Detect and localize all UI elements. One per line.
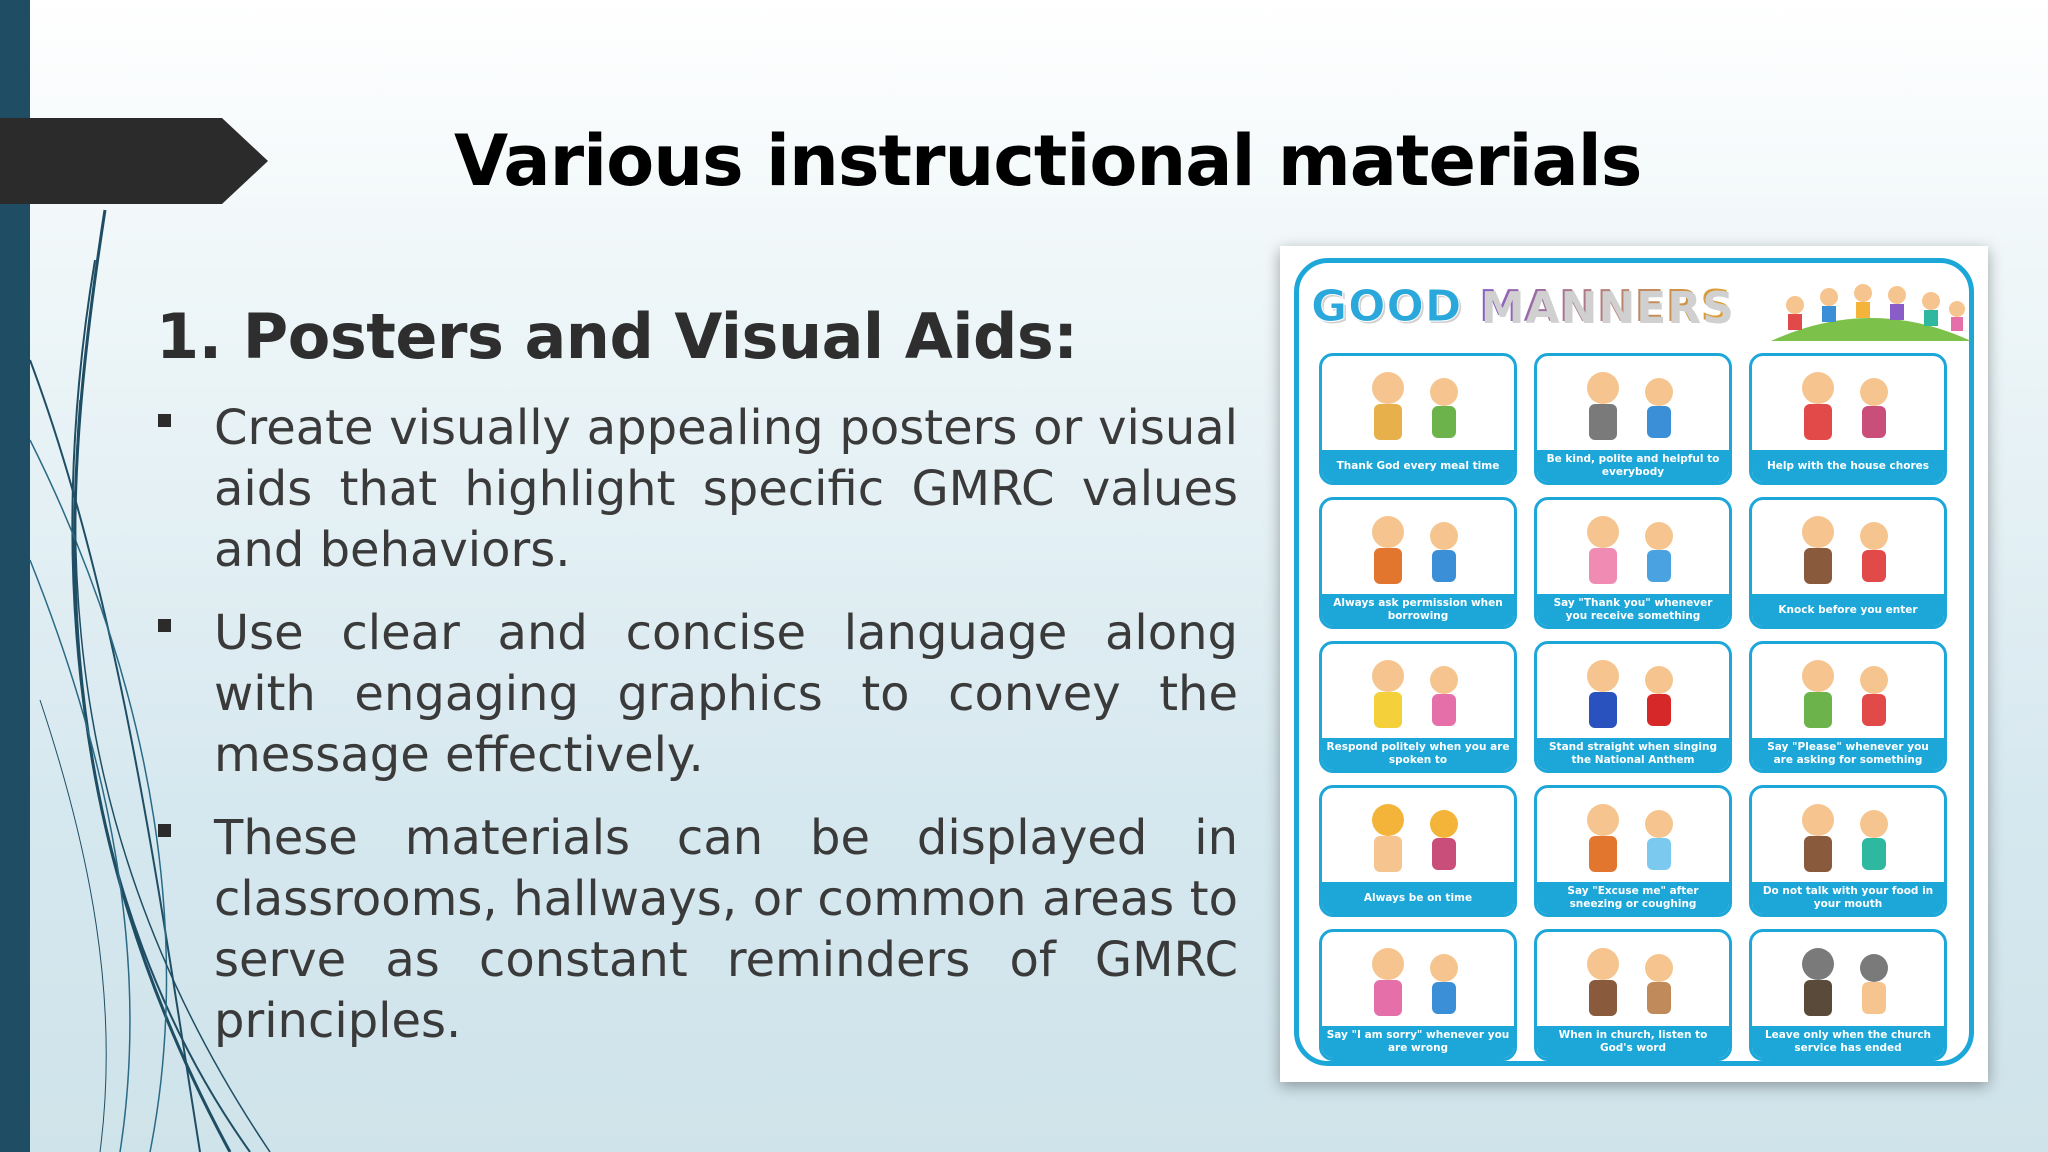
manners-card <box>1749 929 1947 1061</box>
square-bullet-icon <box>158 414 171 427</box>
card-caption: Do not talk with your food in your mouth <box>1752 882 1944 914</box>
card-caption: Thank God every meal time <box>1322 450 1514 482</box>
card-caption: When in church, listen to God's word <box>1537 1026 1729 1058</box>
square-bullet-icon <box>158 824 171 837</box>
slide-title: Various instructional materials <box>454 120 1642 202</box>
manners-card <box>1319 353 1517 485</box>
card-caption: Stand straight when singing the National Anthem <box>1537 738 1729 770</box>
church-icon <box>1752 932 1944 1030</box>
good-manners-poster <box>1280 246 1988 1082</box>
kids-group-icon <box>1771 275 1971 341</box>
square-bullet-icon <box>158 619 171 632</box>
poster-title <box>1311 281 1733 332</box>
helping-elder-icon <box>1537 356 1729 454</box>
card-caption: Say "Please" whenever you are asking for something <box>1752 738 1944 770</box>
clock-icon <box>1322 788 1514 886</box>
card-caption: Always be on time <box>1322 882 1514 914</box>
manners-card <box>1534 785 1732 917</box>
gift-icon <box>1537 500 1729 598</box>
bullet-text: Create visually appealing posters or visual aids that highlight specific GMRC values and behaviors. <box>214 400 1238 578</box>
card-caption: Say "Thank you" whenever you receive something <box>1537 594 1729 626</box>
praying-kids-icon <box>1322 356 1514 454</box>
card-caption: Respond politely when you are spoken to <box>1322 738 1514 770</box>
manners-card <box>1319 497 1517 629</box>
manners-card <box>1319 929 1517 1061</box>
manners-card <box>1749 353 1947 485</box>
manners-card <box>1749 785 1947 917</box>
manners-card <box>1319 785 1517 917</box>
apology-icon <box>1322 932 1514 1030</box>
card-caption: Always ask permission when borrowing <box>1322 594 1514 626</box>
poster-title-good: GOOD <box>1311 281 1463 332</box>
manners-card <box>1534 497 1732 629</box>
bullet-text: These materials can be displayed in classrooms, hallways, or common areas to serve as constant reminders of GMRC principles. <box>214 810 1238 1049</box>
bullet-text: Use clear and concise language along with engaging graphics to convey the message effectively. <box>214 605 1238 783</box>
manners-card <box>1749 641 1947 773</box>
eating-kid-icon <box>1752 788 1944 886</box>
manners-card <box>1319 641 1517 773</box>
manners-card-grid <box>1319 353 1959 1061</box>
bullet-list <box>156 398 1238 1074</box>
sweeping-kid-icon <box>1752 356 1944 454</box>
asking-kids-icon <box>1752 644 1944 742</box>
bullet-item <box>156 808 1238 1052</box>
card-caption: Be kind, polite and helpful to everybody <box>1537 450 1729 482</box>
poster-title-manners: MANNERS <box>1478 281 1733 332</box>
flag-icon <box>1537 644 1729 742</box>
bullet-item <box>156 398 1238 581</box>
talking-kids-icon <box>1322 644 1514 742</box>
door-knock-icon <box>1752 500 1944 598</box>
card-caption: Leave only when the church service has ended <box>1752 1026 1944 1058</box>
card-caption: Say "Excuse me" after sneezing or coughing <box>1537 882 1729 914</box>
card-caption: Help with the house chores <box>1752 450 1944 482</box>
card-caption: Knock before you enter <box>1752 594 1944 626</box>
card-caption: Say "I am sorry" whenever you are wrong <box>1322 1026 1514 1058</box>
church-pulpit-icon <box>1537 932 1729 1030</box>
title-arrow-marker <box>0 118 268 204</box>
manners-card <box>1534 353 1732 485</box>
manners-card <box>1534 929 1732 1061</box>
manners-card <box>1534 641 1732 773</box>
sneezing-kid-icon <box>1537 788 1729 886</box>
manners-card <box>1749 497 1947 629</box>
section-heading: 1. Posters and Visual Aids: <box>156 300 1078 373</box>
sharing-book-icon <box>1322 500 1514 598</box>
bullet-item <box>156 603 1238 786</box>
poster-frame <box>1294 258 1974 1066</box>
